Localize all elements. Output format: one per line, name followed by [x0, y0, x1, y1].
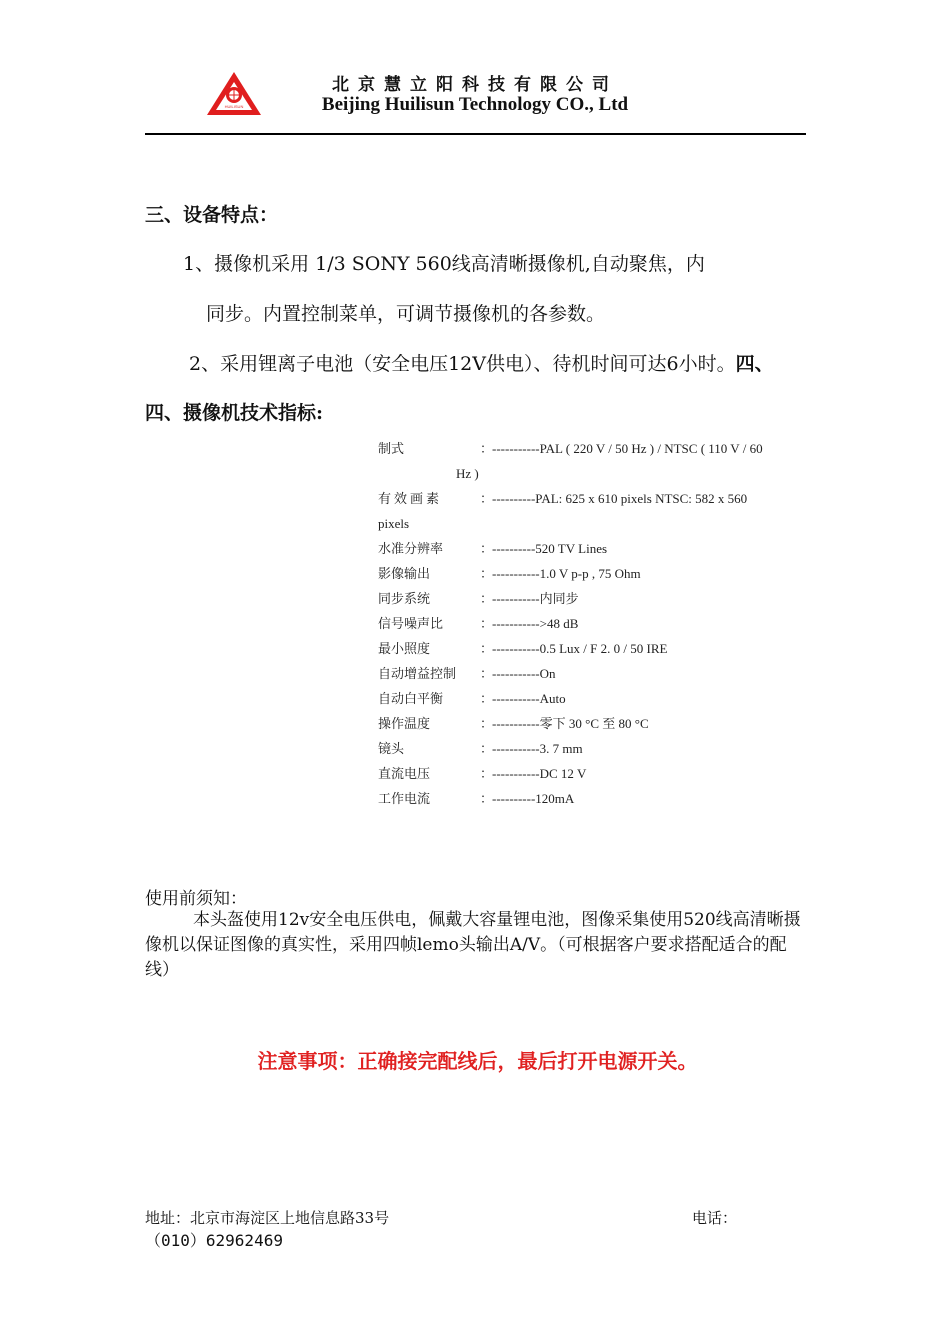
notes-body: 本头盔使用12v安全电压供电，佩戴大容量锂电池，图像采集使用520线高清晰摄像机以保证图像的真实性，采用四帧lemo头输出A/V。（可根据客户要求搭配适合的配线） [145, 910, 801, 980]
section4-title: 四、摄像机技术指标: [145, 402, 324, 424]
warning-text: 注意事项：正确接完配线后，最后打开电源开关。 [257, 1049, 698, 1073]
spec-colon: ： [480, 591, 494, 606]
spec-row [378, 761, 823, 786]
spec-colon: ： [480, 491, 494, 506]
notes-title: 使用前须知： [145, 889, 247, 909]
spec-label: 自动白平衡 [378, 691, 444, 706]
spec-table [378, 436, 823, 811]
spec-colon: ： [480, 666, 494, 681]
spec-value: -----------1.0 V p-p , 75 Ohm [492, 566, 641, 581]
spec-colon: ： [480, 541, 494, 556]
spec-label: 影像输出 [378, 566, 431, 581]
spec-value: ----------120mA [492, 791, 575, 806]
spec-value: -----------Auto [492, 691, 566, 706]
spec-row [378, 636, 823, 661]
spec-value: -----------DC 12 V [492, 766, 587, 781]
spec-label: 最小照度 [378, 641, 431, 656]
footer-phone: （010）62962469 [145, 1231, 283, 1250]
spec-label: 自动增益控制 [378, 666, 457, 681]
spec-label: 镜头 [378, 741, 405, 756]
section3-item1-line1: 1、摄像机采用 1/3 SONY 560线高清晰摄像机,自动聚焦，内 [183, 253, 705, 275]
section3-item1-line2: 同步。内置控制菜单，可调节摄像机的各参数。 [206, 303, 606, 325]
spec-row [378, 686, 823, 711]
spec-label: 制式 [378, 441, 405, 456]
spec-colon: ： [480, 766, 494, 781]
header-divider [145, 133, 806, 135]
section3-item2-tail: 四、 [735, 353, 774, 375]
spec-row [378, 561, 823, 586]
spec-value: -----------0.5 Lux / F 2. 0 / 50 IRE [492, 641, 668, 656]
spec-label: 水准分辨率 [378, 541, 444, 556]
logo-text: HUILISUN [224, 104, 244, 109]
section3-item2-text: 2、采用锂离子电池（安全电压12V供电）、待机时间可达6小时。 [189, 353, 736, 375]
spec-colon: ： [480, 641, 494, 656]
company-name-cn: 北京慧立阳科技有限公司 [332, 75, 618, 95]
footer-address: 地址：北京市海淀区上地信息路33号 [145, 1209, 390, 1227]
spec-value-cont: Hz ) [456, 466, 479, 481]
spec-value: ----------PAL: 625 x 610 pixels NTSC: 582 x 560 [492, 491, 748, 506]
spec-row [378, 786, 823, 811]
spec-row [378, 611, 823, 636]
spec-colon: ： [480, 716, 494, 731]
spec-value: -----------PAL ( 220 V / 50 Hz ) / NTSC ( 110 V / 60 [492, 441, 763, 456]
spec-colon: ： [480, 616, 494, 631]
spec-colon: ： [480, 791, 494, 806]
spec-row [378, 486, 823, 511]
spec-row-continuation [378, 511, 823, 536]
spec-value: -----------3. 7 mm [492, 741, 583, 756]
spec-label: 同步系统 [378, 591, 431, 606]
spec-value: ----------520 TV Lines [492, 541, 608, 556]
section3-title: 三、设备特点： [145, 204, 279, 226]
spec-value: -----------On [492, 666, 556, 681]
spec-row [378, 586, 823, 611]
spec-colon: ： [480, 566, 494, 581]
spec-colon: ： [480, 741, 494, 756]
spec-row [378, 536, 823, 561]
spec-value: -----------内同步 [492, 591, 579, 606]
spec-colon: ： [480, 691, 494, 706]
spec-label: 信号噪声比 [378, 616, 444, 631]
company-name-en: Beijing Huilisun Technology CO., Ltd [321, 94, 629, 115]
spec-row [378, 661, 823, 686]
company-logo [205, 70, 263, 118]
spec-value: -----------零下 30 °C 至 80 °C [492, 716, 649, 731]
footer-phone-label: 电话： [692, 1209, 738, 1227]
spec-row [378, 711, 823, 736]
spec-row [378, 736, 823, 761]
spec-label: 工作电流 [378, 791, 431, 806]
spec-label: 操作温度 [378, 716, 431, 731]
spec-label: 有效画素 [378, 491, 443, 506]
spec-colon: ： [480, 441, 494, 456]
spec-row-continuation [378, 461, 823, 486]
spec-label: 直流电压 [378, 766, 431, 781]
spec-value-cont: pixels [378, 516, 410, 531]
spec-value: ----------->48 dB [492, 616, 579, 631]
spec-row [378, 436, 823, 461]
section3-item2 [189, 349, 774, 376]
